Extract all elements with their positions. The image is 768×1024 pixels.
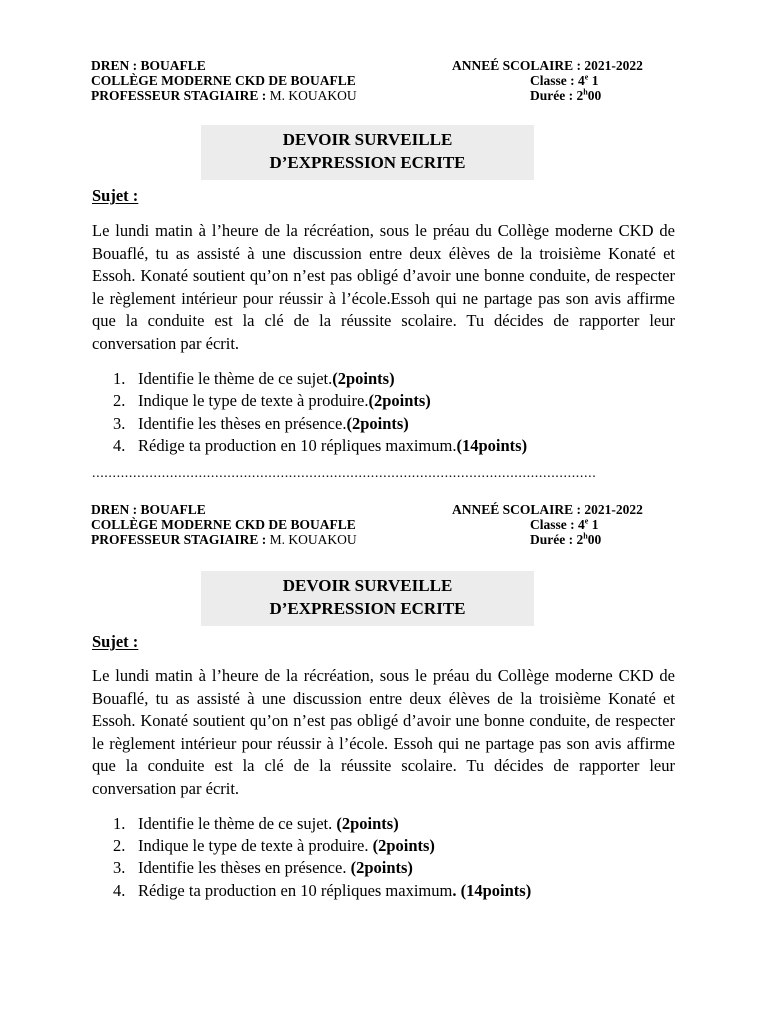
question-1: 1. Identifie le thème de ce sujet.(2points)	[113, 369, 395, 388]
dotted-separator: ...........................................................................................................................	[92, 466, 597, 481]
question-3: 3. Identifie les thèses en présence.(2points)	[113, 414, 409, 433]
dren-label: DREN : BOUAFLE	[91, 502, 206, 517]
subject-paragraph: Le lundi matin à l’heure de la récréation, sous le préau du Collège moderne CKD de Bouaflé, tu as assisté à une discussion entre deux élèves de la troisième Konaté et Essoh. Konaté soutient qu’on n’est pas obligé d’avoir une bonne conduite, de respecter le règlement intérieur pour réussir à l’école.Essoh qui ne partage pas son avis affirme que la conduite est la clé de la réussite scolaire. Tu décides de rapporter leur conversation par écrit.	[92, 221, 675, 353]
exam-title-line1: DEVOIR SURVEILLE	[282, 576, 453, 595]
duration-label: Durée : 2$^h$00	[530, 87, 602, 103]
exam-title-line2: D’EXPRESSION ECRITE	[269, 599, 466, 618]
professor-name: M. KOUAKOU	[269, 532, 357, 547]
question-1: 1. Identifie le thème de ce sujet. (2points)	[113, 814, 399, 833]
school-year: ANNEÉ SCOLAIRE : 2021-2022	[452, 502, 643, 517]
sujet-label: Sujet :	[92, 186, 139, 205]
exam-title-box	[201, 125, 534, 180]
dren-label: DREN : BOUAFLE	[91, 58, 206, 73]
exam-title-box	[201, 571, 534, 626]
professor-name: M. KOUAKOU	[269, 88, 357, 103]
question-2: 2. Indique le type de texte à produire.(2points)	[113, 391, 431, 410]
college-label: COLLÈGE MODERNE CKD DE BOUAFLE	[91, 517, 356, 532]
duration-label: Durée : 2$^h$00	[530, 531, 602, 547]
subject-paragraph: Le lundi matin à l’heure de la récréation, sous le préau du Collège moderne CKD de Bouaflé, tu as assisté à une discussion entre deux élèves de la troisième Konaté et Essoh. Konaté soutient qu’on n’est pas obligé d’avoir une bonne conduite, de respecter le règlement intérieur pour réussir à l’école. Essoh qui ne partage pas son avis affirme que la conduite est la clé de la réussite scolaire. Tu décides de rapporter leur conversation par écrit.	[92, 666, 675, 798]
professor-line	[91, 532, 357, 547]
question-2: 2. Indique le type de texte à produire. (2points)	[113, 836, 435, 855]
professor-line	[91, 88, 357, 103]
question-3: 3. Identifie les thèses en présence. (2points)	[113, 858, 413, 877]
question-4: 4. Rédige ta production en 10 répliques maximum. (14points)	[113, 881, 532, 900]
exam-title-line1: DEVOIR SURVEILLE	[282, 130, 453, 149]
exam-title-line2: D’EXPRESSION ECRITE	[269, 153, 466, 172]
class-label: Classe : 4e 1	[530, 72, 599, 88]
sujet-label: Sujet :	[92, 632, 139, 651]
college-label: COLLÈGE MODERNE CKD DE BOUAFLE	[91, 73, 356, 88]
school-year: ANNEÉ SCOLAIRE : 2021-2022	[452, 58, 643, 73]
professor-label: PROFESSEUR STAGIAIRE :	[91, 88, 267, 103]
class-label: Classe : 4e 1	[530, 516, 599, 532]
question-4: 4. Rédige ta production en 10 répliques maximum.(14points)	[113, 436, 528, 455]
professor-label: PROFESSEUR STAGIAIRE :	[91, 532, 267, 547]
